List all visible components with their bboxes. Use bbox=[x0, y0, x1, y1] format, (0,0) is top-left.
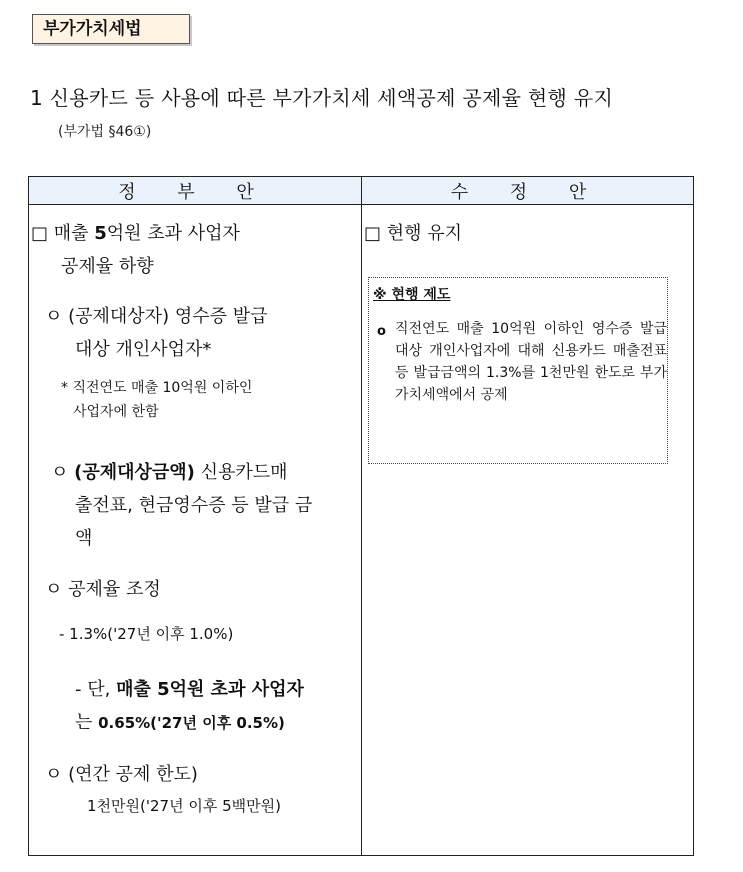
rate-line: - 1.3%('27년 이후 1.0%) bbox=[59, 625, 234, 643]
sub3-line1: ㅇ 공제율 조정 bbox=[45, 579, 161, 600]
except-bold: 매출 5억원 초과 사업자 bbox=[116, 679, 304, 700]
section-tag: 부가가치세법 bbox=[32, 14, 190, 44]
sub2-prefix: ㅇ bbox=[51, 462, 75, 483]
except2-prefix: 는 bbox=[75, 712, 99, 733]
government-proposal-cell bbox=[29, 205, 362, 856]
note1-line2: 사업자에 한함 bbox=[73, 404, 159, 420]
item1-prefix: □ 매출 bbox=[31, 223, 95, 244]
except2-bold: 0.65%('27년 이후 0.5%) bbox=[98, 714, 285, 732]
header-government-proposal: 정 부 안 bbox=[29, 177, 362, 205]
revised-proposal-cell bbox=[362, 205, 694, 856]
comparison-table bbox=[28, 176, 694, 856]
sub1-line1: ㅇ (공제대상자) 영수증 발급 bbox=[45, 306, 268, 327]
except-prefix: - 단, bbox=[75, 679, 117, 700]
sub2-line3: 액 bbox=[75, 528, 93, 549]
header-revised-proposal: 수 정 안 bbox=[362, 177, 694, 205]
table-body-row bbox=[29, 205, 694, 856]
right-item1: □ 현행 유지 bbox=[364, 223, 463, 244]
sub2-suffix: 신용카드매 bbox=[194, 462, 288, 483]
item1-line1 bbox=[31, 219, 240, 245]
item1-suffix: 억원 초과 사업자 bbox=[106, 223, 240, 244]
item1-line2: 공제율 하향 bbox=[61, 256, 154, 277]
item1-bold: 5 bbox=[94, 223, 107, 244]
current-system-title: ※ 현행 제도 bbox=[373, 287, 451, 303]
item-heading: 1 신용카드 등 사용에 따른 부가가치세 세액공제 공제율 현행 유지 bbox=[30, 86, 614, 110]
sub2-line2: 출전표, 현금영수증 등 발급 금 bbox=[75, 495, 313, 516]
current-system-box bbox=[368, 277, 668, 464]
sub1-line2: 대상 개인사업자* bbox=[75, 339, 212, 360]
sub2-bold: (공제대상금액) bbox=[74, 462, 195, 483]
law-reference: (부가법 §46①) bbox=[58, 124, 152, 140]
sub4-line2: 1천만원('27년 이후 5백만원) bbox=[87, 797, 281, 815]
bullet-icon: o bbox=[377, 324, 386, 339]
sub4-line1: ㅇ (연간 공제 한도) bbox=[45, 764, 198, 785]
table-header-row bbox=[29, 177, 694, 205]
except-line1 bbox=[75, 675, 304, 701]
sub2-line1 bbox=[51, 458, 288, 484]
current-system-text: 직전연도 매출 10억원 이하인 영수증 발급 대상 개인사업자에 대해 신용카드 매출전표 등 발급금액의 1.3%를 1천만원 한도로 부가가치세액에서 공제 bbox=[395, 321, 667, 403]
note1-line1: * 직전연도 매출 10억원 이하인 bbox=[61, 380, 253, 396]
except-line2 bbox=[75, 708, 285, 734]
